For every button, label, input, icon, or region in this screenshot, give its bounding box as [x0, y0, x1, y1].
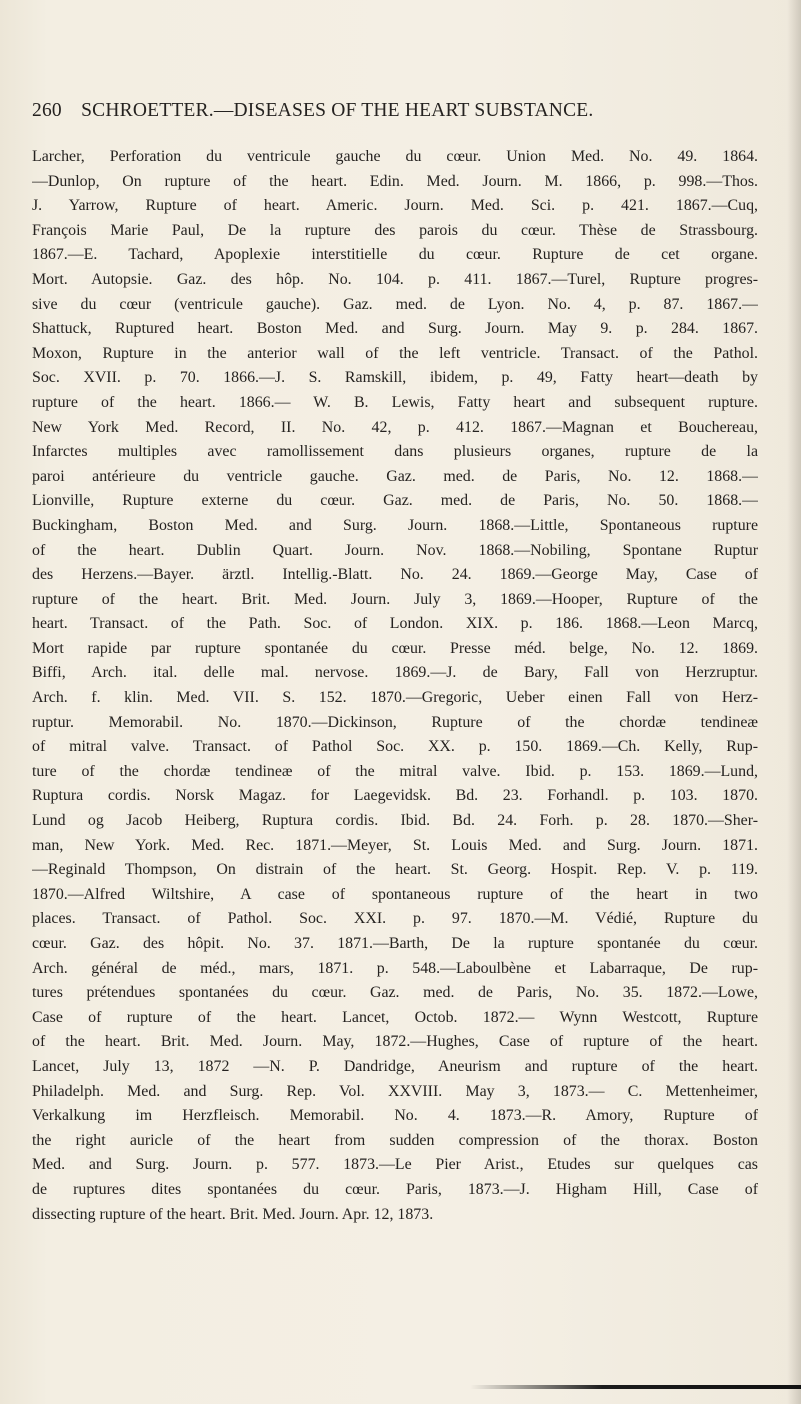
text-line: Mort rapide par rupture spontanée du cœur. Presse méd. belge, No. 12. 1869.: [32, 639, 758, 657]
text-line: de ruptures dites spontanées du cœur. Paris, 1873.—J. Higham Hill, Case of: [32, 1180, 758, 1198]
text-line: —Reginald Thompson, On distrain of the heart. St. Georg. Hospit. Rep. V. p. 119.: [32, 861, 758, 879]
text-line: ruptur. Memorabil. No. 1870.—Dickinson, Rupture of the chordæ tendineæ: [32, 713, 758, 731]
text-line: heart. Transact. of the Path. Soc. of London. XIX. p. 186. 1868.—Leon Marcq,: [32, 615, 758, 633]
text-line: cœur. Gaz. des hôpit. No. 37. 1871.—Barth, De la rupture spontanée du cœur.: [32, 935, 758, 952]
text-line: of the heart. Dublin Quart. Journ. Nov. 1868.—Nobiling, Spontane Ruptur: [32, 541, 758, 559]
text-line: 1870.—Alfred Wiltshire, A case of spontaneous rupture of the heart in two: [32, 885, 758, 903]
text-line: Ruptura cordis. Norsk Magaz. for Laegevidsk. Bd. 23. Forhandl. p. 103. 1870.: [32, 787, 758, 805]
text-line: rupture of the heart. 1866.— W. B. Lewis, Fatty heart and subsequent rupture.: [32, 393, 758, 411]
text-line: Infarctes multiples avec ramollissement dans plusieurs organes, rupture de la: [32, 443, 758, 461]
text-line: man, New York. Med. Rec. 1871.—Meyer, St. Louis Med. and Surg. Journ. 1871.: [32, 836, 758, 854]
text-line: places. Transact. of Pathol. Soc. XXI. p. 97. 1870.—M. Védié, Rupture du: [32, 910, 758, 928]
text-line: 1867.—E. Tachard, Apoplexie interstitielle du cœur. Rupture de cet organe.: [32, 246, 758, 264]
text-line: sive du cœur (ventricule gauche). Gaz. med. de Lyon. No. 4, p. 87. 1867.—: [32, 295, 758, 313]
text-line: of mitral valve. Transact. of Pathol Soc. XX. p. 150. 1869.—Ch. Kelly, Rup-: [32, 738, 758, 756]
text-line: Case of rupture of the heart. Lancet, Octob. 1872.— Wynn Westcott, Rupture: [32, 1008, 758, 1026]
text-line: Lund og Jacob Heiberg, Ruptura cordis. Ibid. Bd. 24. Forh. p. 28. 1870.—Sher-: [32, 812, 758, 830]
text-line: ture of the chordæ tendineæ of the mitral valve. Ibid. p. 153. 1869.—Lund,: [32, 762, 758, 780]
text-line: —Dunlop, On rupture of the heart. Edin. Med. Journ. M. 1866, p. 998.—Thos.: [32, 172, 758, 190]
text-line: Soc. XVII. p. 70. 1866.—J. S. Ramskill, ibidem, p. 49, Fatty heart—death by: [32, 369, 758, 387]
scan-edge-rule: [470, 1385, 801, 1389]
text-line: Arch. général de méd., mars, 1871. p. 548.—Laboulbène et Labarraque, De rup-: [32, 959, 758, 977]
text-line: Med. and Surg. Journ. p. 577. 1873.—Le Pier Arist., Etudes sur quelques cas: [32, 1156, 758, 1174]
text-line: Shattuck, Ruptured heart. Boston Med. and Surg. Journ. May 9. p. 284. 1867.: [32, 320, 758, 338]
text-line: dissecting rupture of the heart. Brit. Med. Journ. Apr. 12, 1873.: [32, 1205, 434, 1223]
text-line: Buckingham, Boston Med. and Surg. Journ. 1868.—Little, Spontaneous rupture: [32, 516, 758, 534]
text-line: tures prétendues spontanées du cœur. Gaz. med. de Paris, No. 35. 1872.—Lowe,: [32, 984, 758, 1002]
text-line: Arch. f. klin. Med. VII. S. 152. 1870.—Gregoric, Ueber einen Fall von Herz-: [32, 689, 758, 707]
text-line: Lancet, July 13, 1872 —N. P. Dandridge, Aneurism and rupture of the heart.: [32, 1057, 758, 1075]
text-line: rupture of the heart. Brit. Med. Journ. July 3, 1869.—Hooper, Rupture of the: [32, 590, 758, 608]
running-title: SCHROETTER.—DISEASES OF THE HEART SUBSTANCE.: [81, 100, 594, 121]
page-number: 260: [32, 100, 62, 121]
text-line: paroi antérieure du ventricle gauche. Gaz. med. de Paris, No. 12. 1868.—: [32, 467, 758, 485]
text-line: New York Med. Record, II. No. 42, p. 412. 1867.—Magnan et Bouchereau,: [32, 418, 758, 436]
text-line: of the heart. Brit. Med. Journ. May, 1872.—Hughes, Case of rupture of the heart.: [32, 1033, 758, 1051]
page-edge-shadow: [787, 0, 801, 1404]
text-line: Biffi, Arch. ital. delle mal. nervose. 1869.—J. de Bary, Fall von Herzruptur.: [32, 664, 758, 682]
running-header: [32, 100, 762, 122]
text-line: Verkalkung im Herzfleisch. Memorabil. No. 4. 1873.—R. Amory, Rupture of: [32, 1107, 758, 1125]
text-line: Larcher, Perforation du ventricule gauche du cœur. Union Med. No. 49. 1864.: [32, 148, 758, 165]
text-line: des Herzens.—Bayer. ärztl. Intellig.-Blatt. No. 24. 1869.—George May, Case of: [32, 566, 758, 584]
text-line: Mort. Autopsie. Gaz. des hôp. No. 104. p. 411. 1867.—Turel, Rupture progres-: [32, 270, 758, 288]
text-line: Lionville, Rupture externe du cœur. Gaz. med. de Paris, No. 50. 1868.—: [32, 492, 758, 510]
text-line: François Marie Paul, De la rupture des parois du cœur. Thèse de Strassbourg.: [32, 221, 758, 239]
text-line: Moxon, Rupture in the anterior wall of the left ventricle. Transact. of the Pathol.: [32, 344, 758, 362]
bibliography-paragraph: [32, 145, 758, 1227]
text-line: Philadelph. Med. and Surg. Rep. Vol. XXVIII. May 3, 1873.— C. Mettenheimer,: [32, 1082, 758, 1100]
text-line: J. Yarrow, Rupture of heart. Americ. Journ. Med. Sci. p. 421. 1867.—Cuq,: [32, 197, 758, 215]
text-line: the right auricle of the heart from sudden compression of the thorax. Boston: [32, 1131, 758, 1149]
